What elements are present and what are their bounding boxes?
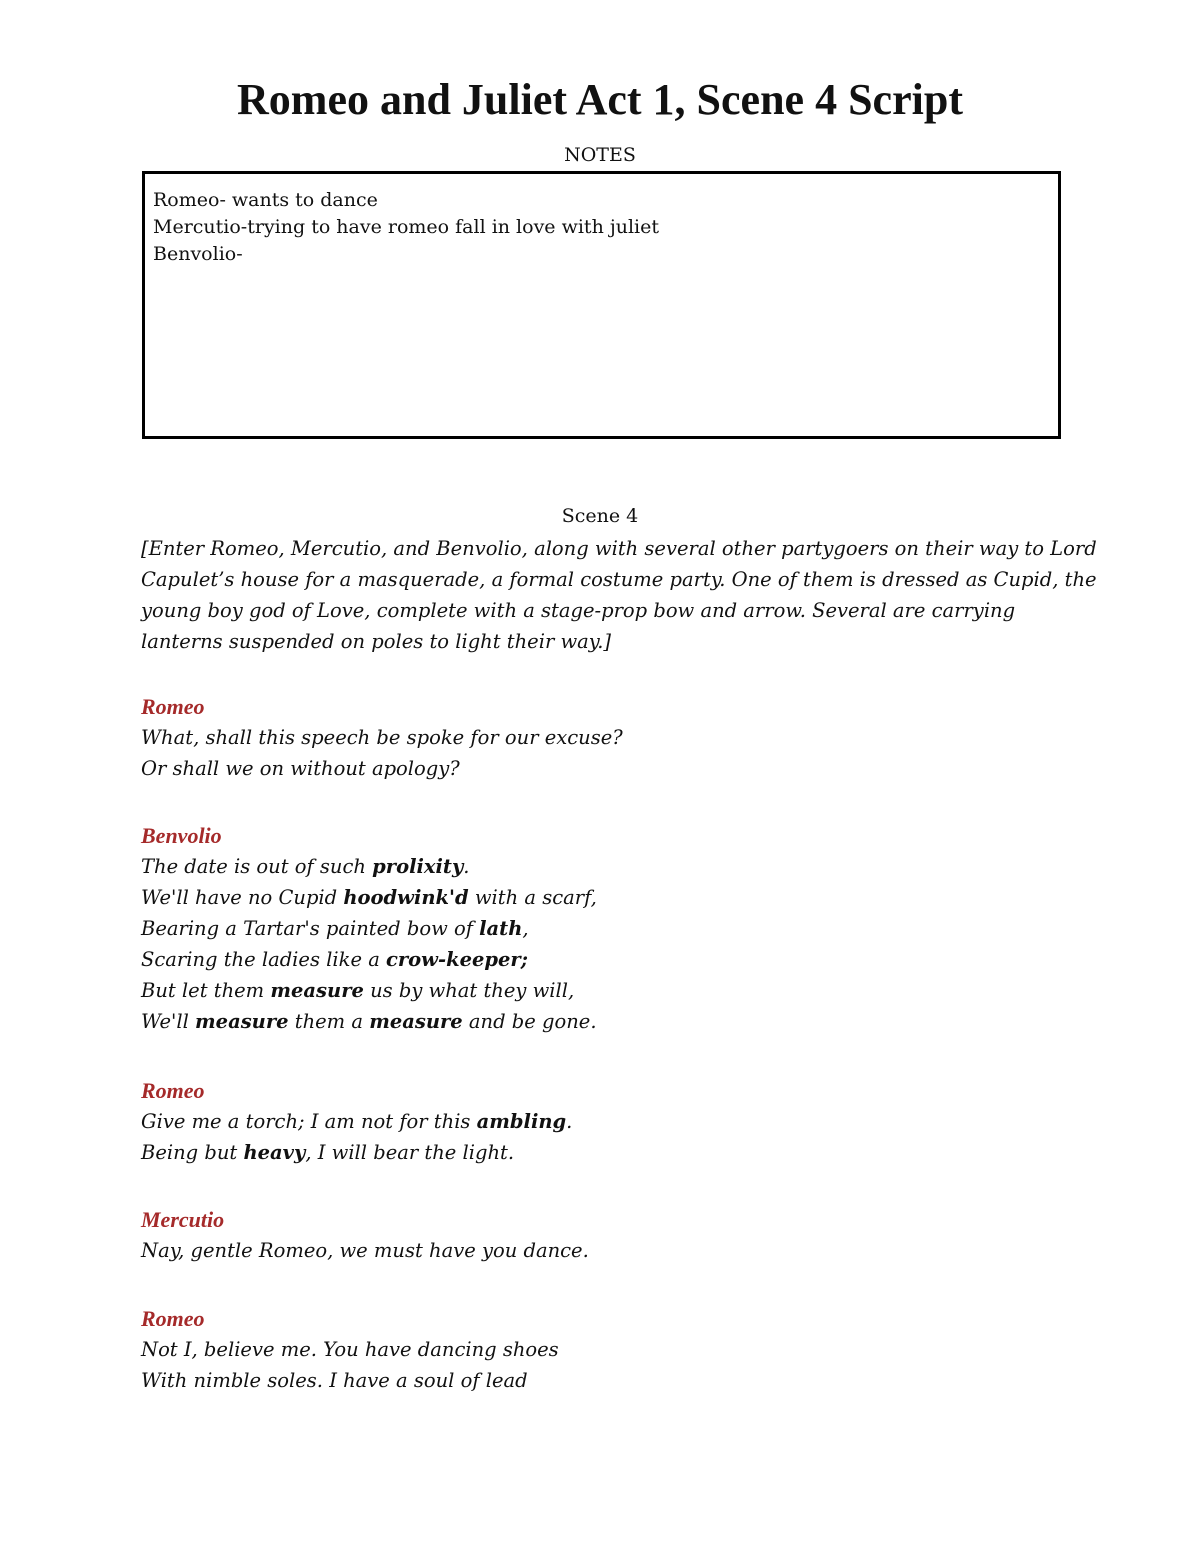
dialogue-line: What, shall this speech be spoke for our excuse? — [141, 726, 623, 749]
page-title: Romeo and Juliet Act 1, Scene 4 Script — [237, 75, 963, 124]
speaker-name: Romeo — [141, 1306, 205, 1331]
speech-romeo-1 — [141, 691, 1041, 784]
stage-direction-line: young boy god of Love, complete with a stage-prop bow and arrow. Several are carrying — [141, 599, 1016, 622]
dialogue-line: Being but heavy, I will bear the light. — [141, 1141, 515, 1164]
notes-box[interactable] — [142, 171, 1061, 439]
speech-romeo-2 — [141, 1075, 1041, 1168]
vocab-word: ambling — [476, 1110, 567, 1133]
speech-benvolio — [141, 820, 1041, 1037]
speech-mercutio — [141, 1204, 1041, 1266]
dialogue-line: But let them measure us by what they will, — [141, 979, 575, 1002]
notes-line-benvolio: Benvolio- — [153, 243, 243, 265]
dialogue-line: Or shall we on without apology? — [141, 757, 460, 780]
dialogue-line: With nimble soles. I have a soul of lead — [141, 1369, 528, 1392]
vocab-word: hoodwink'd — [343, 886, 469, 909]
dialogue-line: Not I, believe me. You have dancing shoes — [141, 1338, 559, 1361]
dialogue-line: Nay, gentle Romeo, we must have you dance. — [141, 1239, 589, 1262]
dialogue-line: We'll measure them a measure and be gone. — [141, 1010, 597, 1033]
stage-direction-line: lanterns suspended on poles to light their way.] — [141, 630, 612, 653]
stage-direction-line: [Enter Romeo, Mercutio, and Benvolio, along with several other partygoers on their way to Lord — [141, 537, 1097, 560]
speech-romeo-3 — [141, 1303, 1041, 1396]
speaker-name: Romeo — [141, 1078, 205, 1103]
notes-line-mercutio: Mercutio-trying to have romeo fall in love with juliet — [153, 216, 660, 238]
vocab-word: prolixity — [372, 855, 464, 878]
vocab-word: crow-keeper; — [386, 948, 528, 971]
dialogue-line: The date is out of such prolixity. — [141, 855, 470, 878]
speaker-name: Benvolio — [141, 823, 222, 848]
vocab-word: lath — [479, 917, 523, 940]
notes-line-romeo: Romeo- wants to dance — [153, 189, 378, 211]
speaker-name: Romeo — [141, 694, 205, 719]
vocab-word: heavy — [243, 1141, 306, 1164]
speaker-name: Mercutio — [141, 1207, 225, 1232]
vocab-word: measure — [270, 979, 364, 1002]
stage-direction — [141, 533, 1097, 657]
dialogue-line: Scaring the ladies like a crow-keeper; — [141, 948, 528, 971]
dialogue-line: Bearing a Tartar's painted bow of lath, — [141, 917, 529, 940]
notes-label: NOTES — [564, 144, 636, 166]
stage-direction-line: Capulet’s house for a masquerade, a formal costume party. One of them is dressed as Cupid, the — [141, 568, 1097, 591]
vocab-word: measure — [195, 1010, 289, 1033]
dialogue-line: We'll have no Cupid hoodwink'd with a scarf, — [141, 886, 597, 909]
dialogue-line: Give me a torch; I am not for this ambling. — [141, 1110, 573, 1133]
scene-heading: Scene 4 — [561, 505, 639, 527]
notes-text — [153, 187, 659, 268]
vocab-word: measure — [369, 1010, 463, 1033]
